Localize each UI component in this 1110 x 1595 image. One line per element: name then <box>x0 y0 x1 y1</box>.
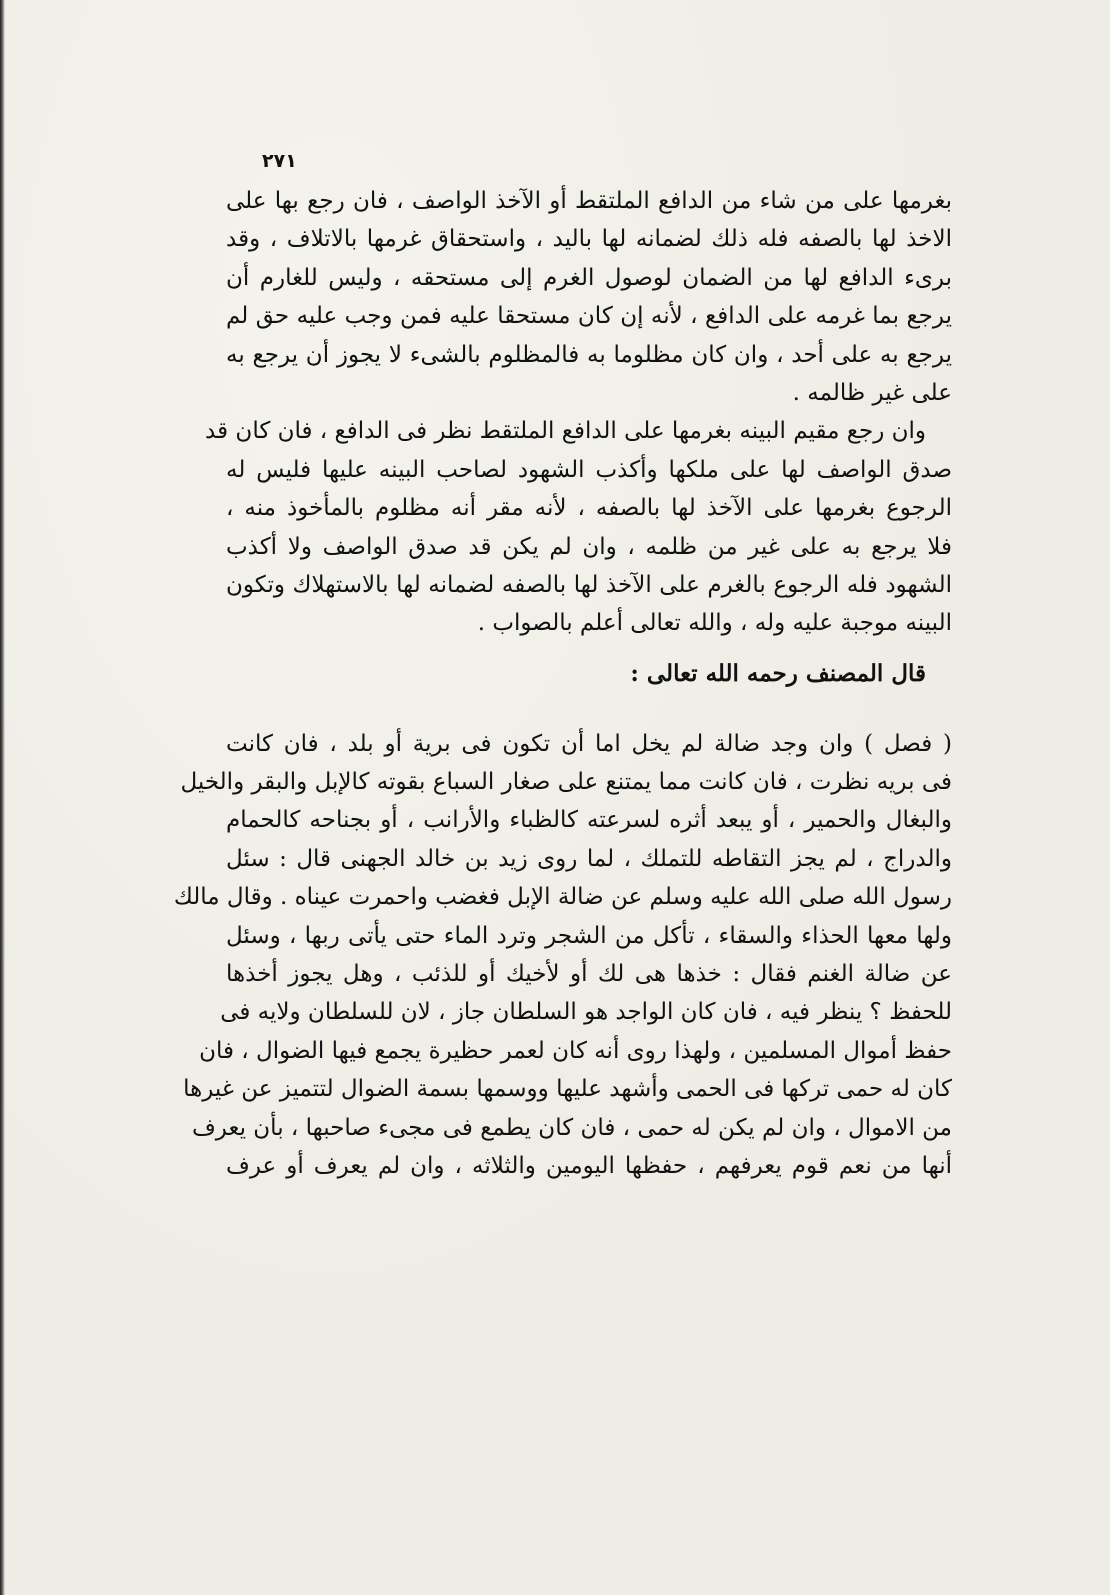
text-line: الاخذ لها بالصفه فله ذلك لضمانه لها باليد ، واستحقاق غرمها بالاتلاف ، وقد <box>226 226 952 253</box>
text-line: يرجع به على أحد ، وان كان مظلوما به فالمظلوم بالشىء لا يجوز أن يرجع به <box>226 341 952 368</box>
text-line: صدق الواصف لها على ملكها وأكذب الشهود لصاحب البينه عليها فليس له <box>226 456 952 483</box>
text-line: فلا يرجع به على غير من ظلمه ، وان لم يكن قد صدق الواصف ولا أكذب <box>226 533 952 560</box>
text-line: البينه موجبة عليه وله ، والله تعالى أعلم بالصواب . <box>477 610 952 637</box>
spacer <box>226 643 952 655</box>
text-line: كان له حمى تركها فى الحمى وأشهد عليها ووسمها بسمة الضوال لتتميز عن غيرها <box>183 1076 952 1103</box>
section-fasl <box>173 725 952 1186</box>
text-line: فى بريه نظرت ، فان كانت مما يمتنع على صغار السباع بقوته كالإبل والبقر والخيل <box>180 769 952 796</box>
paragraph-2 <box>205 412 952 642</box>
paragraph-1 <box>226 182 952 412</box>
text-line: برىء الدافع لها من الضمان لوصول الغرم إلى مستحقه ، وليس للغارم أن <box>226 264 952 291</box>
spacer <box>226 693 952 725</box>
text-line: الرجوع بغرمها على الآخذ لها بالصفه ، لأنه مقر أنه مظلوم بالمأخوذ منه ، <box>226 495 952 522</box>
page-number: ٢٧١ <box>262 150 297 172</box>
text-line: والبغال والحمير ، أو يبعد أثره لسرعته كالظباء والأرانب ، أو بجناحه كالحمام <box>226 807 952 834</box>
text-line: ولها معها الحذاء والسقاء ، تأكل من الشجر وترد الماء حتى يأتى ربها ، وسئل <box>226 922 952 949</box>
page-edge-shadow <box>0 0 5 1595</box>
text-line: بغرمها على من شاء من الدافع الملتقط أو الآخذ الواصف ، فان رجع بها على <box>226 188 952 214</box>
text-line: عن ضالة الغنم فقال : خذها هى لك أو لأخيك أو للذئب ، وهل يجوز أخذها <box>226 961 952 988</box>
text-line: حفظ أموال المسلمين ، ولهذا روى أنه كان لعمر حظيرة يجمع فيها الضوال ، فان <box>199 1037 952 1064</box>
page-text <box>173 182 952 1185</box>
text-line: من الاموال ، وان لم يكن له حمى ، فان كان يطمع فى مجىء صاحبها ، بأن يعرف <box>191 1114 952 1141</box>
text-line: يرجع بما غرمه على الدافع ، لأنه إن كان مستحقا عليه فمن وجب عليه حق لم <box>226 303 952 330</box>
text-line: رسول الله صلى الله عليه وسلم عن ضالة الإبل فغضب واحمرت عيناه . وقال مالك <box>173 884 952 911</box>
text-line: أنها من نعم قوم يعرفهم ، حفظها اليومين والثلاثه ، وان لم يعرف أو عرف <box>226 1152 952 1179</box>
text-line: الشهود فله الرجوع بالغرم على الآخذ لها بالصفه لضمانه لها بالاستهلاك وتكون <box>226 571 952 598</box>
text-line: وان رجع مقيم البينه بغرمها على الدافع الملتقط نظر فى الدافع ، فان كان قد <box>205 418 926 445</box>
text-line: والدراج ، لم يجز التقاطه للتملك ، لما روى زيد بن خالد الجهنى قال : سئل <box>226 845 952 872</box>
section-heading: قال المصنف رحمه الله تعالى : <box>630 659 926 687</box>
text-line: على غير ظالمه . <box>792 379 952 406</box>
text-line: ( فصل ) وان وجد ضالة لم يخل اما أن تكون فى برية أو بلد ، فان كانت <box>226 730 952 757</box>
text-line: للحفظ ؟ ينظر فيه ، فان كان الواجد هو السلطان جاز ، لان للسلطان ولايه فى <box>220 999 952 1026</box>
